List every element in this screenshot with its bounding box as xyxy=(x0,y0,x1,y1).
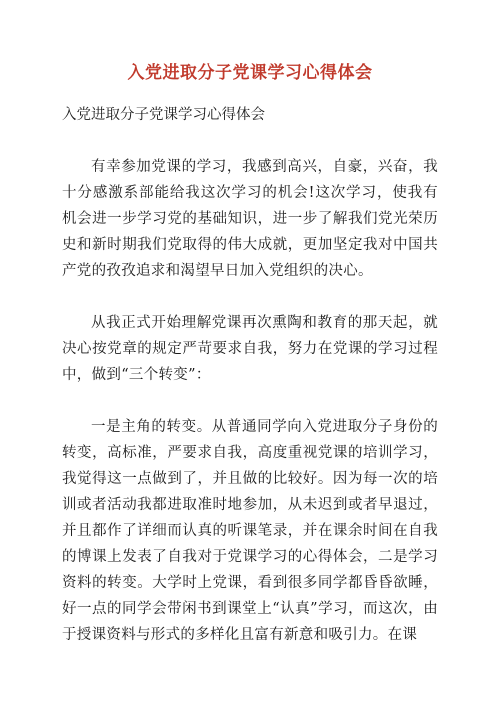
document-title: 入党进取分子党课学习心得体会 xyxy=(127,63,373,83)
document-body xyxy=(62,154,438,648)
paragraph-2: 从我正式开始理解党课再次熏陶和教育的那天起，就决心按党章的规定严苛要求自我，努力在党课的学习过程中，做到“三个转变”： xyxy=(62,315,438,383)
paragraph-3: 一是主角的转变。从普通同学向入党进取分子身份的转变，高标准，严要求自我，高度重视党课的培训学习，我觉得这一点做到了，并且做的比较好。因为每一次的培训或者活动我都进取准时地参加，从未迟到或者早退过，并且都作了详细而认真的听课笔录，并在课余时间在自我的博课上发表了自我对于党课学习的心得体会，二是学习资料的转变。大学时上党课，看到很多同学都昏昏欲睡，好一点的同学会带闲书到课堂上“认真”学习，而这次，由于授课资料与形式的多样化且富有新意和吸引力。在课 xyxy=(62,419,438,643)
paragraph-1: 有幸参加党课的学习，我感到高兴，自豪，兴奋，我十分感激系部能给我这次学习的机会!这次学习，使我有机会进一步学习党的基础知识，进一步了解我们党光荣历史和新时期我们党取得的伟大成就，更加坚定我对中国共产党的孜孜追求和渴望早日加入党组织的决心。 xyxy=(62,159,438,279)
document-subtitle: 入党进取分子党课学习心得体会 xyxy=(62,107,265,123)
